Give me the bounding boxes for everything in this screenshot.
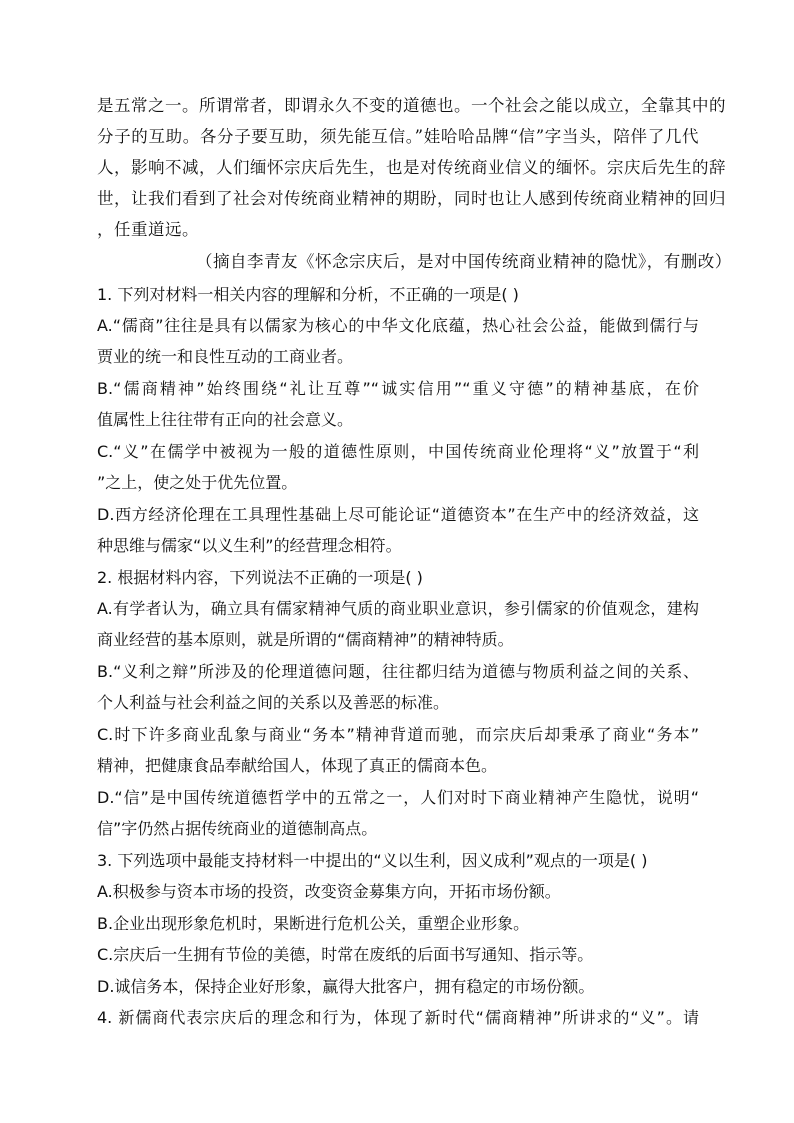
question-1-option-b: B.“儒商精神”始终围绕“礼让互尊”“诚实信用”“重义守德”的精神基底，在价 (97, 379, 699, 398)
question-3-stem: 3. 下列选项中最能支持材料一中提出的“义以生利，因义成利”观点的一项是( ) (97, 851, 648, 870)
passage-line: 世，让我们看到了社会对传统商业精神的期盼，同时也让人感到传统商业精神的回归 (97, 189, 726, 208)
question-2-option-c: C.时下许多商业乱象与商业“务本”精神背道而驰，而宗庆后却秉承了商业“务本” (97, 725, 699, 744)
question-3-option-d: D.诚信务本，保持企业好形象，赢得大批客户，拥有稳定的市场份额。 (97, 977, 595, 996)
question-2-option-b-cont: 个人利益与社会利益之间的关系以及善恶的标准。 (97, 693, 450, 712)
question-1-option-c-cont: ”之上，使之处于优先位置。 (97, 473, 298, 492)
question-3-option-c: C.宗庆后一生拥有节俭的美德，时常在废纸的后面书写通知、指示等。 (97, 945, 594, 964)
question-1-stem: 1. 下列对材料一相关内容的理解和分析，不正确的一项是( ) (97, 285, 519, 304)
question-3-option-a: A.积极参与资本市场的投资，改变资金募集方向，开拓市场份额。 (97, 882, 561, 901)
question-2-option-a: A.有学者认为，确立具有儒家精神气质的商业职业意识，参引儒家的价值观念，建构 (97, 599, 699, 618)
passage-line: 是五常之一。所谓常者，即谓永久不变的道德也。一个社会之能以成立，全靠其中的 (97, 96, 726, 115)
question-2-option-a-cont: 商业经营的基本原则，就是所谓的“儒商精神”的精神特质。 (97, 630, 514, 649)
question-1-option-d-cont: 种思维与儒家“以义生利”的经营理念相符。 (97, 536, 402, 555)
question-1-option-d: D.西方经济伦理在工具理性基础上尽可能论证“道德资本”在生产中的经济效益，这 (97, 505, 699, 524)
question-1-option-a-cont: 贾业的统一和良性互动的工商业者。 (97, 347, 354, 366)
question-2-option-d-cont: 信”字仍然占据传统商业的道德制高点。 (97, 819, 378, 838)
question-1-option-c: C.“义”在儒学中被视为一般的道德性原则，中国传统商业伦理将“义”放置于“利 (97, 442, 699, 461)
question-2-option-b: B.“义利之辩”所涉及的伦理道德问题，往往都归结为道德与物质利益之间的关系、 (97, 662, 699, 681)
passage-source: （摘自李青友《怀念宗庆后，是对中国传统商业精神的隐忧》，有删改） (196, 252, 732, 271)
question-1-option-b-cont: 值属性上往往带有正向的社会意义。 (97, 410, 354, 429)
passage-line: 人，影响不减，人们缅怀宗庆后先生，也是对传统商业信义的缅怀。宗庆后先生的辞 (97, 158, 726, 177)
question-4-stem: 4. 新儒商代表宗庆后的理念和行为，体现了新时代“儒商精神”所讲求的“义”。请 (97, 1008, 699, 1027)
question-2-stem: 2. 根据材料内容，下列说法不正确的一项是( ) (97, 568, 423, 587)
question-3-option-b: B.企业出现形象危机时，果断进行危机公关，重塑企业形象。 (97, 914, 530, 933)
passage-line: ，任重道远。 (97, 220, 199, 239)
question-2-option-c-cont: 精神，把健康食品奉献给国人，体现了真正的儒商本色。 (97, 756, 498, 775)
passage-line: 分子的互助。各分子要互助，须先能互信。”娃哈哈品牌“信”字当头，陪伴了几代 (97, 127, 699, 146)
question-1-option-a: A.“儒商”往往是具有以儒家为核心的中华文化底蕴，热心社会公益，能做到儒行与 (97, 316, 699, 335)
question-2-option-d: D.“信”是中国传统道德哲学中的五常之一，人们对时下商业精神产生隐忧，说明“ (97, 788, 699, 807)
